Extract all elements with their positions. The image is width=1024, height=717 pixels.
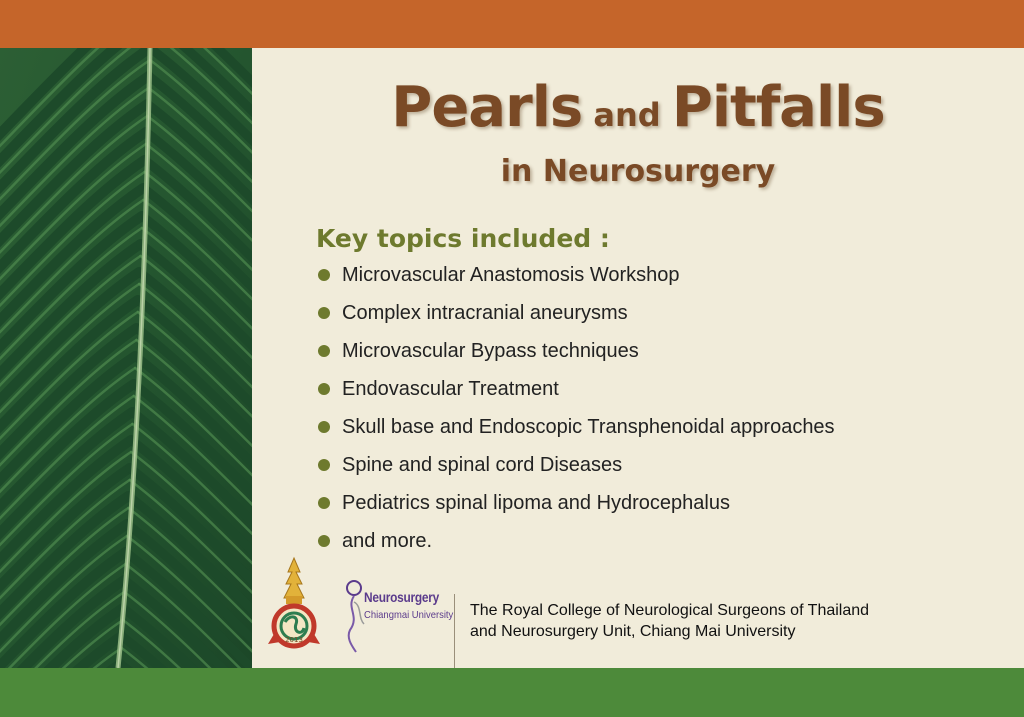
topic-label: Microvascular Anastomosis Workshop <box>342 264 680 286</box>
topic-item <box>316 336 835 374</box>
topic-label: and more. <box>342 530 433 552</box>
bottom-color-band <box>0 668 1024 717</box>
topic-item <box>316 260 835 298</box>
title-word-pitfalls: Pitfalls <box>671 75 885 140</box>
bullet-icon <box>318 497 330 509</box>
svg-text:2013: 2013 <box>285 636 303 644</box>
topic-item <box>316 450 835 488</box>
page-title <box>252 75 1024 140</box>
topic-label: Spine and spinal cord Diseases <box>342 454 623 476</box>
topic-label: Microvascular Bypass techniques <box>342 340 639 362</box>
topic-item <box>316 412 835 450</box>
topic-label: Pediatrics spinal lipoma and Hydrocephalus <box>342 492 730 514</box>
bullet-icon <box>318 307 330 319</box>
footer-logos <box>266 554 1006 666</box>
top-color-band <box>0 0 1024 48</box>
bullet-icon <box>318 345 330 357</box>
topic-item <box>316 488 835 526</box>
topic-label: Complex intracranial aneurysms <box>342 302 628 324</box>
bullet-icon <box>318 535 330 547</box>
bullet-icon <box>318 383 330 395</box>
unit-logo-subtitle: Chiangmai University <box>364 609 454 621</box>
bullet-icon <box>318 459 330 471</box>
organizer-line-1: The Royal College of Neurological Surgeons of Thailand <box>470 602 870 619</box>
bullet-icon <box>318 421 330 433</box>
logo-divider <box>454 594 455 668</box>
royal-college-seal-icon <box>266 556 322 654</box>
page-subtitle: in Neurosurgery <box>500 154 776 189</box>
organizer-text <box>470 600 869 642</box>
title-word-pearls: Pearls <box>391 75 583 140</box>
title-word-and: and <box>593 96 661 134</box>
topic-label: Skull base and Endoscopic Transphenoidal approaches <box>342 416 835 438</box>
unit-logo-name: Neurosurgery <box>364 589 439 605</box>
topic-item <box>316 298 835 336</box>
leaf-illustration <box>0 48 252 668</box>
topics-list <box>316 260 835 564</box>
topics-heading: Key topics included : <box>316 224 610 253</box>
leaf-image <box>0 48 252 668</box>
topic-item <box>316 374 835 412</box>
content-area <box>252 48 1024 668</box>
topic-label: Endovascular Treatment <box>342 378 559 400</box>
organizer-line-2: and Neurosurgery Unit, Chiang Mai University <box>470 623 796 640</box>
bullet-icon <box>318 269 330 281</box>
